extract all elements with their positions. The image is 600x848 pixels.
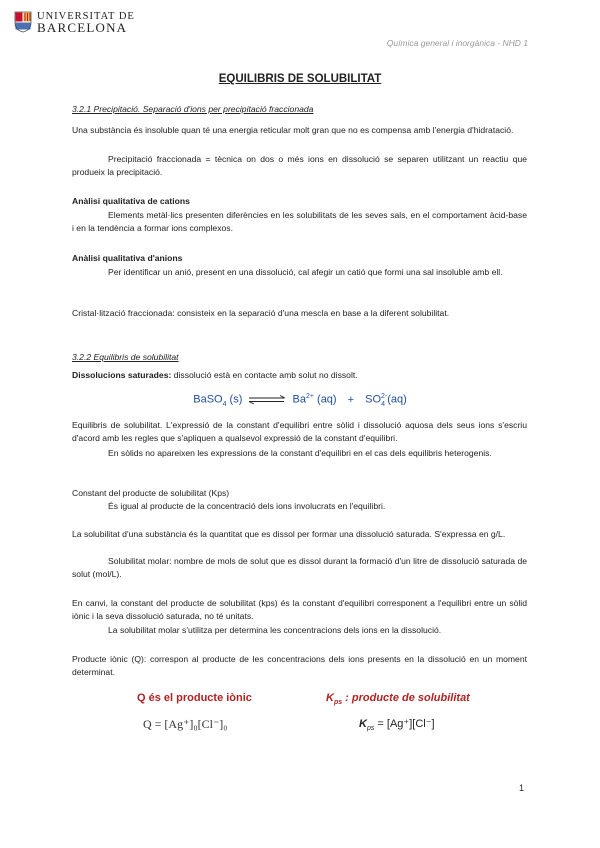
paragraph-precipitacio: Precipitació fraccionada = tècnica on dos o més ions en dissolució se separen utilitzant un reactiu que produeix la precipitació.	[72, 154, 527, 177]
section-heading-321: 3.2.1 Precipitació. Separació d'ions per precipitació fraccionada	[72, 104, 314, 114]
heading-anions: Anàlisi qualitativa d'anions	[72, 253, 183, 263]
paragraph-solubilitat: La solubilitat d'una substància és la quantitat que es dissol per formar una dissolució saturada. S'expressa en g/L.	[72, 529, 506, 539]
eq-plus: +	[347, 393, 355, 406]
page-number: 1	[518, 783, 524, 793]
equilibrium-arrow-icon	[248, 395, 286, 404]
eq-mid-base: Ba	[292, 393, 306, 406]
paragraph-equilibris: Equilibris de solubilitat. L'expressió de la constant d'equilibri entre sòlid i dissolució aquosa dels seus ions s'escriu d'acord amb les regles que s'apliquen a qualsevol expressió de la constant d'equilibri.	[72, 420, 527, 443]
kps-red-base: K	[326, 692, 334, 704]
paragraph-insoluble: Una substància és insoluble quan té una energia reticular molt gran que no es compensa amb l'energia d'hidratació.	[72, 125, 514, 135]
paragraph-dissolucions	[72, 369, 527, 382]
paragraph-cations: Elements metàl·lics presenten diferències en les solubilitats de les seves sals, en el comportament àcid-base i en la tendència a formar ions complexos.	[72, 210, 527, 233]
kps-red-sub: ps	[333, 699, 343, 707]
university-logo	[14, 9, 135, 35]
logo-line-2: BARCELONA	[37, 20, 128, 35]
paragraph-cristallitzacio: Cristal·lització fraccionada: consisteix en la separació d'una mescla en base a la diferent solubilitat.	[72, 308, 450, 318]
kps-red-label	[326, 692, 470, 706]
page-title: EQUILIBRIS DE SOLUBILITAT	[218, 73, 382, 85]
eq-right-sup: 2-	[380, 393, 388, 400]
kps-red-text: : producte de solubilitat	[342, 692, 470, 704]
kps-formula-base: K	[359, 718, 367, 730]
q-label: Q és el producte iònic	[137, 692, 252, 704]
paragraph-solubilitat-molar: Solubilitat molar: nombre de mols de solut que es dissol durant la formació d'un litre de dissolució saturada de solut (mol/L).	[72, 556, 527, 579]
paragraph-producte-ionic: Producte iònic (Q): correspon al producte de les concentracions dels ions presents en la dissolució en un moment determinat.	[72, 654, 527, 677]
university-shield-icon	[14, 11, 32, 33]
paragraph-solids: En sòlids no apareixen les expressions de la constant d'equilibri en el cas dels equilibris heterogenis.	[108, 448, 492, 458]
dissolucions-text: dissolució està en contacte amb solut no dissolt.	[171, 370, 358, 380]
course-header: Química general i inorgànica - NHD 1	[386, 38, 528, 48]
paragraph-anions: Per identificar un anió, present en una dissolució, cal afegir un catió que formi una sal insoluble amb ell.	[108, 267, 503, 277]
eq-right-sub: 4	[381, 400, 385, 408]
kps-formula-rest: = [Ag⁺][Cl⁻]	[374, 718, 435, 730]
logo-line-1: UNIVERSITAT DE	[37, 11, 135, 22]
solubility-equation	[0, 393, 600, 408]
eq-mid-sup: 2+	[305, 393, 314, 400]
eq-right-state: (aq)	[387, 393, 407, 406]
eq-left-base: BaSO	[193, 393, 223, 406]
eq-mid-state: (aq)	[313, 393, 337, 406]
eq-left-state: (s)	[226, 393, 243, 406]
dissolucions-label: Dissolucions saturades:	[72, 370, 172, 380]
paragraph-kps-molar: La solubilitat molar s'utilitza per determina les concentracions dels ions en la dissolució.	[108, 625, 442, 635]
kps-definition: És igual al producte de la concentració dels ions involucrats en l'equilibri.	[108, 501, 386, 511]
q-formula: Q = [Ag⁺]₀[Cl⁻]₀	[143, 717, 228, 731]
eq-right-base: SO	[365, 393, 382, 406]
heading-cations: Anàlisi qualitativa de cations	[72, 196, 190, 206]
paragraph-kps: En canvi, la constant del producte de solubilitat (kps) és la constant d'equilibri corresponent a l'equilibri entre un sòlid iònic i la seva dissolució saturada, no té unitats.	[72, 598, 527, 621]
section-heading-322: 3.2.2 Equilibris de solubilitat	[72, 352, 179, 362]
eq-left-sub: 4	[222, 400, 227, 408]
kps-formula-sub: ps	[366, 725, 375, 733]
kps-formula	[359, 717, 435, 732]
kps-label: Constant del producte de solubilitat (Kps)	[72, 488, 230, 498]
